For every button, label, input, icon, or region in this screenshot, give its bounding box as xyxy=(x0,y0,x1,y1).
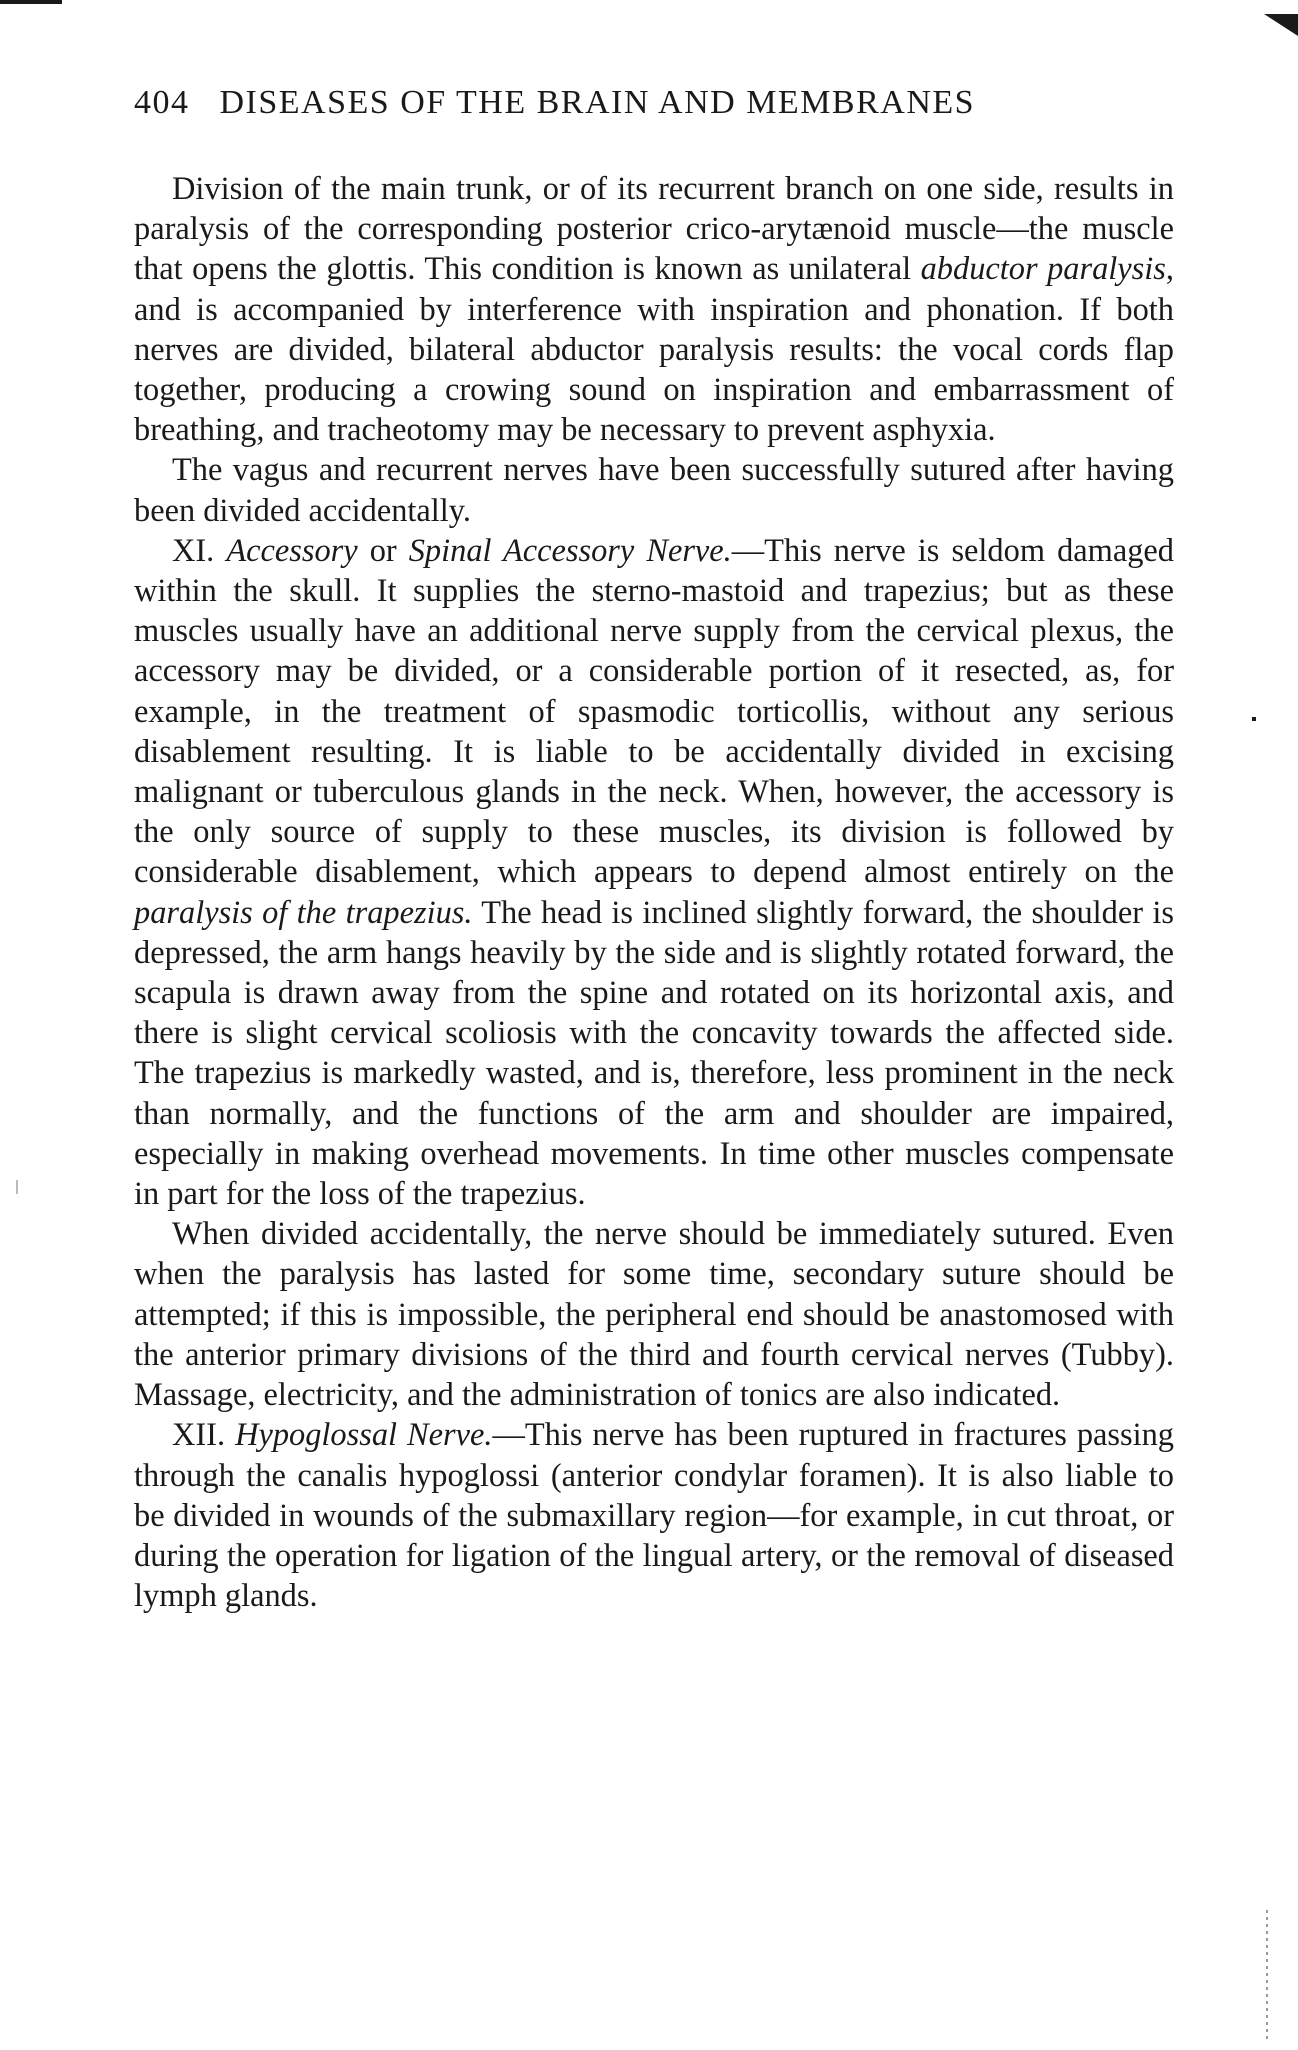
italic-text: abductor paralysis xyxy=(920,251,1166,288)
italic-text: Spinal Accessory Nerve. xyxy=(408,532,732,569)
text-run: When divided accidentally, the nerve should be immediately sutured. Even when the paralysis has lasted for some time, secondary suture should be attempted; if this is impossible, the peripheral end should be anastomosed with the anterior primary divisions of the third and fourth cervical nerves (Tubby). Massage, electricity, and the administration of tonics are also indicated. xyxy=(134,1216,1174,1414)
italic-text: paralysis of the trapezius. xyxy=(134,894,473,931)
scan-edge-mark xyxy=(0,0,62,4)
text-run: The vagus and recurrent nerves have been successfully sutured after having been divided accidentally. xyxy=(134,452,1174,529)
text-run: XII. xyxy=(172,1417,236,1454)
italic-text: Hypoglossal Nerve. xyxy=(235,1417,493,1454)
text-run: Division of the main trunk, or of its recurrent branch on one side, results in paralysis of the corresponding posterior crico-arytænoid muscle—the muscle that opens the glottis. This condition is known as unilateral xyxy=(134,171,1174,288)
italic-text: Accessory xyxy=(226,532,358,569)
text-run: XI. xyxy=(172,532,227,569)
body-text xyxy=(134,169,1174,1616)
margin-binding-dots xyxy=(1266,1910,1268,2040)
margin-smudge xyxy=(16,1180,18,1194)
text-run: —This nerve has been ruptured in fractures passing through the canalis hypoglossi (anterior condylar foramen). It is also liable to be divided in wounds of the submaxillary region—for example, in cut throat, or during the operation for ligation of the lingual artery, or the removal of diseased lymph glands. xyxy=(134,1417,1174,1615)
paragraph xyxy=(134,169,1174,450)
running-title: DISEASES OF THE BRAIN AND MEMBRANES xyxy=(219,84,976,121)
text-run: —This nerve is seldom damaged within the skull. It supplies the sterno-mastoid and trapezius; but as these muscles usually have an additional nerve supply from the cervical plexus, the accessory may be divided, or a considerable portion of it resected, as, for example, in the treatment of spasmodic torticollis, without any serious disablement resulting. It is liable to be accidentally divided in excising malignant or tuberculous glands in the neck. When, however, the accessory is the only source of supply to these muscles, its division is followed by considerable disablement, which appears to depend almost entirely on the xyxy=(134,532,1174,891)
ink-speck xyxy=(1252,717,1256,721)
paragraph xyxy=(134,531,1174,1214)
paragraph xyxy=(134,1214,1174,1415)
page-number: 404 xyxy=(134,84,190,121)
corner-fold-mark xyxy=(1264,14,1298,36)
text-run: , and is accompanied by interference with inspiration and phonation. If both nerves are divided, bilateral abductor paralysis results: the vocal cords flap together, producing a crowing sound on inspiration and embarrassment of breathing, and tracheotomy may be necessary to prevent asphyxia. xyxy=(134,251,1174,449)
paragraph xyxy=(134,1415,1174,1616)
paragraph xyxy=(134,450,1174,530)
running-header xyxy=(134,80,1174,126)
text-run: The head is inclined slightly forward, the shoulder is depressed, the arm hangs heavily by the side and is slightly rotated forward, the scapula is drawn away from the spine and rotated on its horizontal axis, and there is slight cervical scoliosis with the concavity towards the affected side. The trapezius is markedly wasted, and is, therefore, less prominent in the neck than normally, and the functions of the arm and shoulder are impaired, especially in making overhead movements. In time other muscles compensate in part for the loss of the trapezius. xyxy=(134,894,1174,1213)
text-run: or xyxy=(357,532,409,569)
